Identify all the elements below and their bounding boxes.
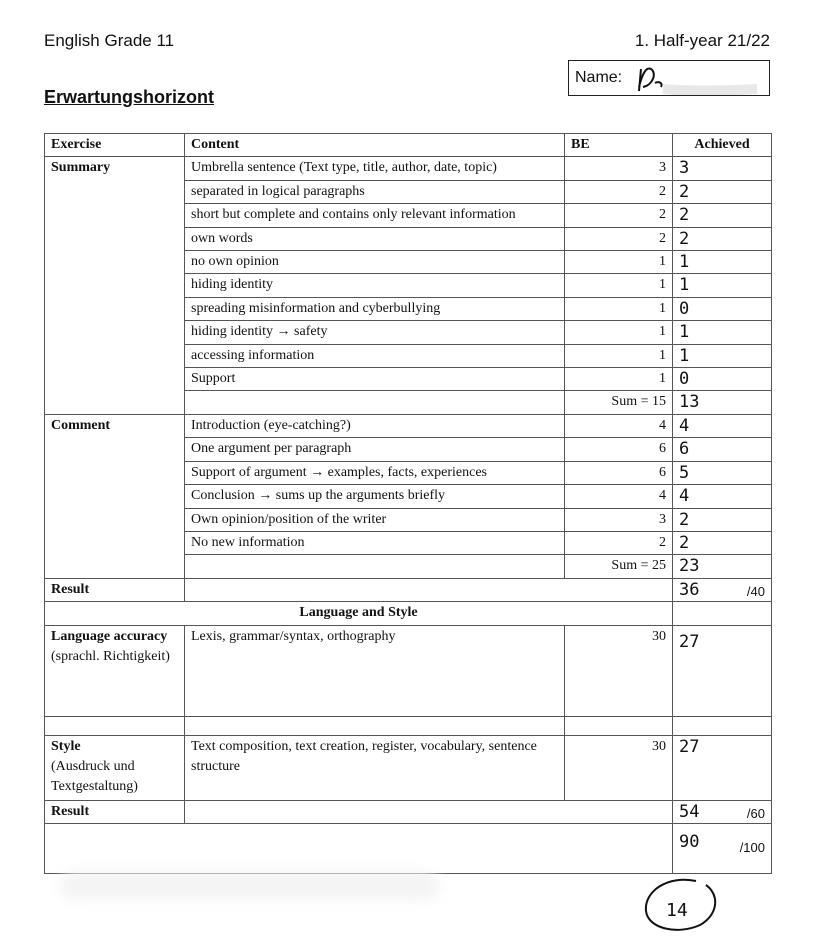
criterion-content: own words <box>185 227 565 250</box>
criterion-be: 2 <box>565 180 673 203</box>
criterion-be: 6 <box>565 438 673 461</box>
sum-label: Sum = 15 <box>565 391 673 414</box>
criterion-achieved: 4 <box>673 414 772 437</box>
table-row <box>45 414 772 437</box>
signature-scribble <box>633 61 763 95</box>
criterion-content: short but complete and contains only relevant information <box>185 204 565 227</box>
criterion-achieved: 5 <box>673 461 772 484</box>
empty-cell <box>45 716 185 735</box>
table-row <box>45 735 772 800</box>
language-label-bold: Language accuracy <box>51 628 168 644</box>
criterion-content: One argument per paragraph <box>185 438 565 461</box>
section-label-style <box>45 735 185 800</box>
sum-achieved: 23 <box>673 555 772 578</box>
criterion-be: 3 <box>565 508 673 531</box>
empty-cell <box>673 716 772 735</box>
criterion-be: 1 <box>565 321 673 344</box>
empty-cell <box>565 716 673 735</box>
col-header-achieved: Achieved <box>673 134 772 157</box>
criterion-content: accessing information <box>185 344 565 367</box>
criterion-content: Lexis, grammar/syntax, orthography <box>185 625 565 716</box>
criterion-achieved: 4 <box>673 485 772 508</box>
grade-points: 14 <box>666 900 688 921</box>
section-label-language <box>45 625 185 716</box>
name-field <box>568 60 770 96</box>
empty-cell <box>185 800 673 823</box>
criterion-achieved: 1 <box>673 251 772 274</box>
criterion-content: Text composition, text creation, register, vocabulary, sentence structure <box>185 735 565 800</box>
criterion-achieved: 1 <box>673 274 772 297</box>
criterion-content: separated in logical paragraphs <box>185 180 565 203</box>
empty-cell <box>185 391 565 414</box>
criterion-be: 1 <box>565 297 673 320</box>
criterion-achieved: 2 <box>673 227 772 250</box>
criterion-be: 30 <box>565 625 673 716</box>
language-label-extra: (sprachl. Richtigkeit) <box>51 648 170 664</box>
empty-cell <box>185 716 565 735</box>
criterion-achieved: 2 <box>673 531 772 554</box>
criterion-achieved: 3 <box>673 157 772 180</box>
criterion-content: Umbrella sentence (Text type, title, author, date, topic) <box>185 157 565 180</box>
result-points: 54 <box>679 801 700 822</box>
sum-label: Sum = 25 <box>565 555 673 578</box>
criterion-content: Conclusion → sums up the arguments briefly <box>185 485 565 508</box>
page-title: Erwartungshorizont <box>44 87 214 107</box>
grade-circle <box>638 873 722 942</box>
sum-achieved: 13 <box>673 391 772 414</box>
criterion-content: no own opinion <box>185 251 565 274</box>
criterion-achieved: 2 <box>673 508 772 531</box>
col-header-content: Content <box>185 134 565 157</box>
criterion-achieved: 2 <box>673 180 772 203</box>
total-points: 90 <box>679 831 700 852</box>
grade-circle-drawing <box>638 873 722 937</box>
subject-label: English Grade 11 <box>44 31 175 50</box>
criterion-achieved: 1 <box>673 344 772 367</box>
result-max: /60 <box>746 805 765 821</box>
criterion-be: 1 <box>565 251 673 274</box>
col-header-be: BE <box>565 134 673 157</box>
empty-cell <box>45 823 673 873</box>
result-label: Result <box>45 578 185 601</box>
result-row <box>45 800 772 823</box>
criterion-content: hiding identity → safety <box>185 321 565 344</box>
result-achieved <box>673 800 772 823</box>
criterion-be: 4 <box>565 485 673 508</box>
criterion-be: 2 <box>565 204 673 227</box>
empty-cell <box>185 555 565 578</box>
name-label: Name: <box>575 69 623 86</box>
grading-table <box>44 133 772 874</box>
result-row <box>45 578 772 601</box>
section-header-language-style: Language and Style <box>45 602 673 625</box>
criterion-content: Introduction (eye-catching?) <box>185 414 565 437</box>
empty-cell <box>673 602 772 625</box>
criterion-be: 3 <box>565 157 673 180</box>
total-achieved <box>673 823 772 873</box>
style-label-bold: Style <box>51 738 81 754</box>
result-max: /40 <box>746 583 765 599</box>
criterion-content: Support of argument → examples, facts, experiences <box>185 461 565 484</box>
criterion-content: No new information <box>185 531 565 554</box>
criterion-achieved: 6 <box>673 438 772 461</box>
col-header-exercise: Exercise <box>45 134 185 157</box>
section-header-row <box>45 602 772 625</box>
criterion-content: spreading misinformation and cyberbullying <box>185 297 565 320</box>
criterion-achieved: 0 <box>673 368 772 391</box>
blurred-handwriting <box>60 872 440 900</box>
style-label-extra: (Ausdruck und Textgestaltung) <box>51 758 138 795</box>
criterion-achieved: 27 <box>673 735 772 800</box>
criterion-be: 2 <box>565 227 673 250</box>
result-label: Result <box>45 800 185 823</box>
criterion-achieved: 0 <box>673 297 772 320</box>
section-label-comment: Comment <box>45 414 185 578</box>
empty-cell <box>185 578 673 601</box>
criterion-be: 4 <box>565 414 673 437</box>
criterion-content: hiding identity <box>185 274 565 297</box>
total-max: /100 <box>739 839 765 855</box>
table-row <box>45 157 772 180</box>
criterion-be: 1 <box>565 368 673 391</box>
criterion-content: Own opinion/position of the writer <box>185 508 565 531</box>
table-row <box>45 625 772 716</box>
criterion-achieved: 27 <box>673 625 772 716</box>
criterion-be: 1 <box>565 344 673 367</box>
criterion-achieved: 1 <box>673 321 772 344</box>
result-achieved <box>673 578 772 601</box>
criterion-achieved: 2 <box>673 204 772 227</box>
criterion-content: Support <box>185 368 565 391</box>
spacer-row <box>45 716 772 735</box>
criterion-be: 30 <box>565 735 673 800</box>
period-label: 1. Half-year 21/22 <box>634 31 770 50</box>
section-label-summary: Summary <box>45 157 185 414</box>
table-header-row <box>45 134 772 157</box>
criterion-be: 1 <box>565 274 673 297</box>
criterion-be: 2 <box>565 531 673 554</box>
result-points: 36 <box>679 579 700 600</box>
criterion-be: 6 <box>565 461 673 484</box>
total-row <box>45 823 772 873</box>
